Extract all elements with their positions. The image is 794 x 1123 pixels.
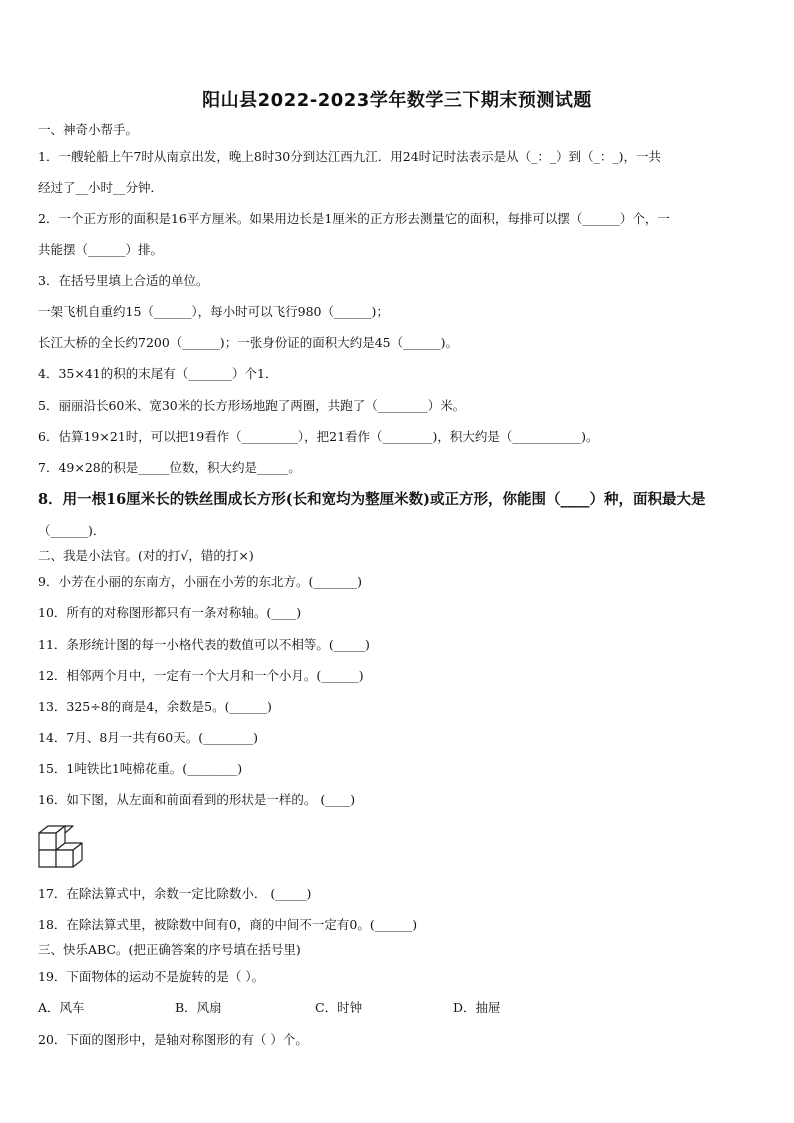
- question-2-line-2: 共能摆（______）排。: [38, 242, 164, 257]
- section-2-heading: 二、我是小法官。(对的打√，错的打×): [38, 548, 254, 563]
- question-9: 9．小芳在小丽的东南方，小丽在小芳的东北方。(_______): [38, 574, 362, 589]
- q19-option-d: D．抽屉: [453, 1000, 501, 1015]
- question-8-line-2: （______)．: [38, 523, 106, 538]
- question-5: 5．丽丽沿长60米、宽30米的长方形场地跑了两圈，共跑了（________）米。: [38, 398, 466, 413]
- question-3-prompt: 3．在括号里填上合适的单位。: [38, 273, 209, 288]
- question-19: 19．下面物体的运动不是旋转的是（ ）。: [38, 969, 265, 984]
- question-3-line-2: 长江大桥的全长约7200（______)；一张身份证的面积大约是45（______)。: [38, 335, 458, 350]
- q19-option-b: B．风扇: [175, 1000, 222, 1015]
- q19-option-c: C．时钟: [315, 1000, 363, 1015]
- question-20: 20．下面的图形中，是轴对称图形的有（ ）个。: [38, 1032, 308, 1047]
- page-title: 阳山县2022-2023学年数学三下期末预测试题: [202, 90, 592, 111]
- q19-option-a: A．风车: [38, 1000, 85, 1015]
- question-14: 14．7月、8月一共有60天。(________): [38, 730, 258, 745]
- question-13: 13．325÷8的商是4，余数是5。(______): [38, 699, 272, 714]
- question-11: 11．条形统计图的每一小格代表的数值可以不相等。(_____): [38, 637, 370, 652]
- question-15: 15．1吨铁比1吨棉花重。(________): [38, 761, 243, 776]
- question-12: 12．相邻两个月中，一定有一个大月和一个小月。(______): [38, 668, 364, 683]
- question-6: 6．估算19×21时，可以把19看作（_________），把21看作（________)，积大约是（___________)。: [38, 429, 599, 444]
- question-2-line-1: 2．一个正方形的面积是16平方厘米。如果用边长是1厘米的正方形去测量它的面积，每排可以摆（______）个，一: [38, 211, 670, 226]
- section-1-heading: 一、神奇小帮手。: [38, 122, 139, 137]
- question-1-line-1: 1．一艘轮船上午7时从南京出发，晚上8时30分到达江西九江．用24时记时法表示是从（_：_）到（_：_)，一共: [38, 149, 662, 164]
- question-18: 18．在除法算式里，被除数中间有0，商的中间不一定有0。(______): [38, 917, 418, 932]
- section-3-heading: 三、快乐ABC。(把正确答案的序号填在括号里): [38, 942, 301, 957]
- question-4: 4．35×41的积的末尾有（_______）个1．: [38, 366, 278, 381]
- question-17: 17．在除法算式中，余数一定比除数小． (_____): [38, 886, 312, 901]
- question-16: 16．如下图，从左面和前面看到的形状是一样的。 (____): [38, 792, 356, 807]
- question-3-line-1: 一架飞机自重约15（______），每小时可以飞行980（______)；: [38, 304, 389, 319]
- question-10: 10．所有的对称图形都只有一条对称轴。(____): [38, 605, 302, 620]
- stacked-cubes-figure: [37, 820, 89, 872]
- question-1-line-2: 经过了__小时__分钟．: [38, 180, 164, 195]
- question-7: 7．49×28的积是_____位数，积大约是_____。: [38, 460, 301, 475]
- question-8-line-1: 8．用一根16厘米长的铁丝围成长方形(长和宽均为整厘米数)或正方形，你能围（____）种，面积最大是: [38, 491, 706, 508]
